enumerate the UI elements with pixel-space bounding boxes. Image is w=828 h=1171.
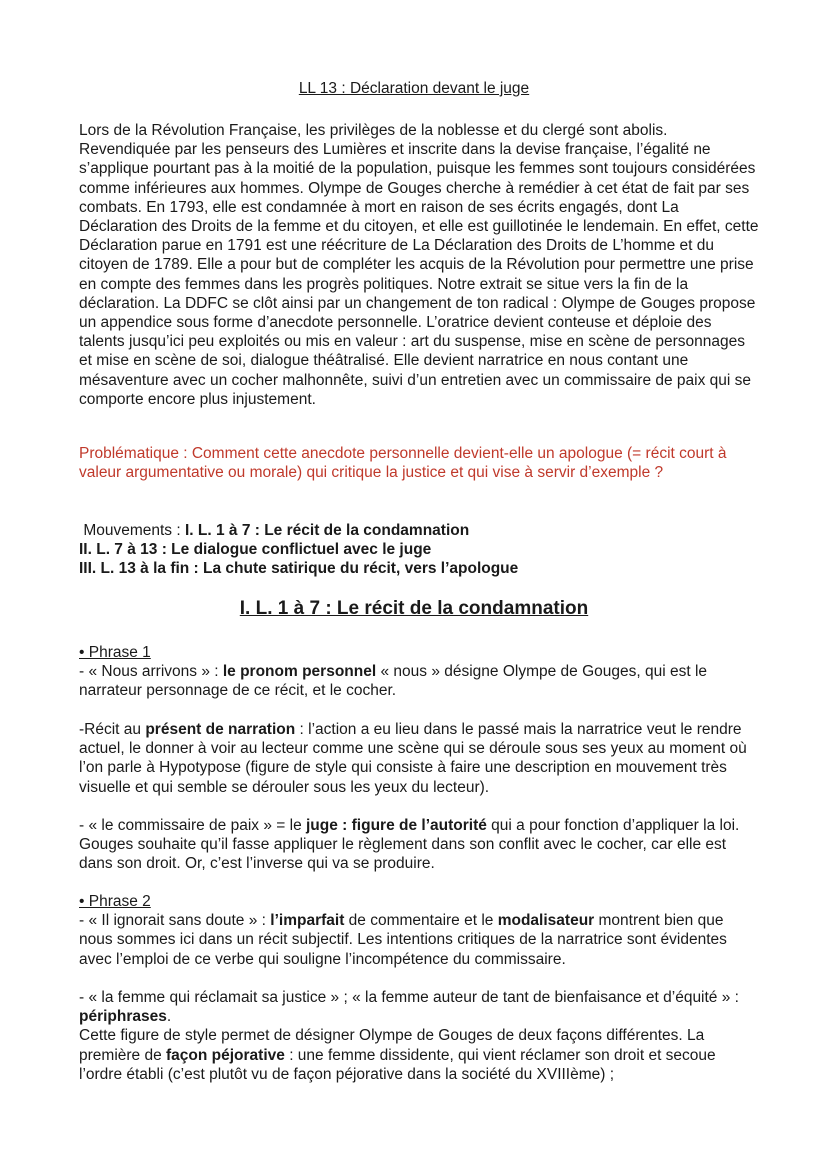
intro-paragraph: Lors de la Révolution Française, les privilèges de la noblesse et du clergé sont abolis. Revendiquée par les penseurs des Lumières et inscrite dans la devise française, l’égalité ne s’applique pourtant pas à la moitié de la population, puisque les femmes sont toujours considérées comme inférieures aux hommes. Olympe de Gouges cherche à remédier à cet état de fait par ses combats. En 1793, elle est condamnée à mort en raison de ses écrits engagés, dont La Déclaration des Droits de la femme et du citoyen, et elle est guillotinée le lendemain. En effet, cette Déclaration parue en 1791 est une réécriture de La Déclaration des Droits de L’homme et du citoyen de 1789. Elle a pour but de compléter les acquis de la Révolution pour permettre une prise en compte des femmes dans les progrès politiques. Notre extrait se situe vers la fin de la déclaration. La DDFC se clôt ainsi par un changement de ton radical : Olympe de Gouges propose un appendice sous forme d’anecdote personnelle. L’oratrice devient conteuse et déploie des talents jusqu’ici peu exploités ou mis en valeur : art du suspense, mise en scène de personnages et mise en scène de soi, dialogue théâtralisé. Elle devient narratrice en nous contant une mésaventure avec un cocher malhonnête, suivi d’un entretien avec un commissaire de paix qui se comporte encore plus injustement. [79, 122, 759, 408]
page-title: LL 13 : Déclaration devant le juge [298, 80, 530, 97]
movement-1: Mouvements : I. L. 1 à 7 : Le récit de la condamnation [83, 522, 470, 539]
phrase-2-point-1: - « Il ignorait sans doute » : l’imparfait de commentaire et le modalisateur montrent bien que nous sommes ici dans un récit subjectif. Les intentions critiques de la narratrice sont évidentes avec l’emploi de ce verbe qui souligne l’incompétence du commissaire. [79, 912, 727, 968]
phrase-2-point-3: Cette figure de style permet de désigner Olympe de Gouges de deux façons différentes. La première de façon péjorative : une femme dissidente, qui vient réclamer son droit et secoue l’ordre établi (c’est plutôt vu de façon péjorative dans la société du XVIIIème) ; [79, 1027, 716, 1083]
phrase-1-point-3: - « le commissaire de paix » = le juge : figure de l’autorité qui a pour fonction d’appliquer la loi. Gouges souhaite qu’il fasse appliquer le règlement dans son conflit avec le cocher, car elle est dans son droit. Or, c’est l’inverse qui va se produire. [79, 817, 740, 873]
movement-3: III. L. 13 à la fin : La chute satirique du récit, vers l’apologue [79, 560, 519, 578]
phrase-1-point-1: - « Nous arrivons » : le pronom personnel « nous » désigne Olympe de Gouges, qui est le narrateur personnage de ce récit, et le cocher. [79, 663, 708, 700]
movement-2: II. L. 7 à 13 : Le dialogue conflictuel avec le juge [79, 541, 432, 559]
problematique-paragraph: Problématique : Comment cette anecdote personnelle devient-elle un apologue (= récit court à valeur argumentative ou morale) qui critique la justice et qui vise à servir d’exemple ? [79, 445, 727, 482]
phrase-2-block [79, 892, 759, 969]
phrase-2-point-2: - « la femme qui réclamait sa justice » ; « la femme auteur de tant de bienfaisance et d’équité » : périphrases. Cette figure de style permet de désigner Olympe de Gouges de deux façons différentes. La première de façon péjorative : une femme dissidente, qui vient réclamer son droit et secoue l’ordre établi (c’est plutôt vu de façon péjorative dans la société du XVIIIème) ; [79, 988, 759, 1084]
phrase-1-block [79, 643, 759, 701]
phrase-2-heading: • Phrase 2 [79, 893, 151, 910]
phrase-1-point-2: -Récit au présent de narration : l’action a eu lieu dans le passé mais la narratrice veut le rendre actuel, le donner à voir au lecteur comme une scène qui se déroule sous ses yeux au moment où l’on parle à Hypotypose (figure de style qui consiste à faire une description en mouvement très visuelle et qui semble se dérouler sous les yeux du lecteur). [79, 721, 747, 796]
phrase-1-heading: • Phrase 1 [79, 644, 151, 661]
movements-list [79, 521, 759, 579]
section-1-heading: I. L. 1 à 7 : Le récit de la condamnation [239, 598, 589, 619]
